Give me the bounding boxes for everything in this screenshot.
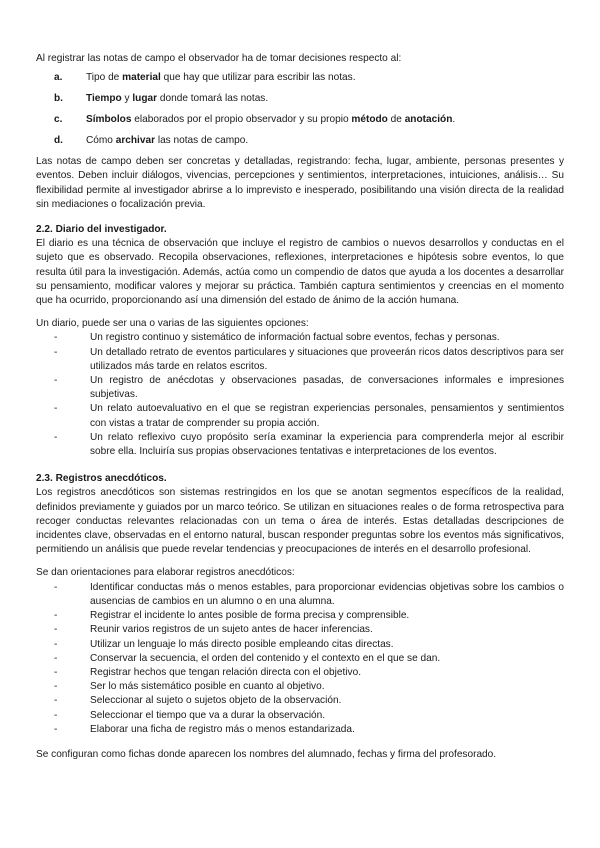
notes-paragraph: Las notas de campo deben ser concretas y detalladas, registrando: fecha, lugar, ambiente, personas presentes y eventos. Deben incluir diálogos, vivencias, percepciones y sentimientos, interpretaciones, intuiciones, análisis… Su flexibilidad permite al investigador abrirse a lo imprevisto e inesperado, posibilitando una visión directa de la realidad sin mediaciones o focalización previa. (36, 156, 564, 210)
guidelines-list (36, 581, 564, 737)
bold-term: material (122, 72, 161, 84)
text-run: las notas de campo. (155, 135, 249, 147)
bold-term: anotación (404, 114, 453, 126)
dash-bullet: - (54, 652, 58, 664)
list-item-text: Un relato reflexivo cuyo propósito sería examinar la experiencia para comprenderla mejor al escribir sobre ella. Incluiría sus propias observaciones tentativas e interpretaciones de los eventos. (90, 431, 564, 458)
list-item (36, 431, 564, 459)
text-run: . (452, 114, 456, 126)
dash-bullet: - (54, 709, 58, 721)
list-item (36, 694, 564, 708)
intro-text: Al registrar las notas de campo el observador ha de tomar decisiones respecto al: (36, 53, 402, 64)
dash-bullet: - (54, 346, 58, 358)
text-run: Tipo de (86, 72, 123, 84)
dash-bullet: - (54, 581, 58, 593)
dash-bullet: - (54, 723, 58, 735)
closing-text: Se configuran como fichas donde aparecen los nombres del alumnado, fechas y firma del profesorado. (36, 748, 497, 760)
dash-bullet: - (54, 610, 58, 622)
text-run: donde tomará las notas. (157, 93, 269, 105)
list-item-text: Un relato autoevaluativo en el que se registran experiencias personales, pensamientos y sentimientos con vistas a tratar de comprender su propia acción. (90, 403, 564, 429)
dash-bullet: - (54, 681, 58, 693)
list-item-text: Un registro de anécdotas y observaciones pasadas, de conversaciones informales e impresiones subjetivas. (90, 375, 564, 401)
list-item (36, 609, 564, 623)
list-item (36, 666, 564, 680)
text-run: elaborados por el propio observador y su propio (131, 114, 352, 126)
dash-bullet: - (54, 695, 58, 707)
text-run: de (387, 114, 405, 126)
list-item (36, 402, 564, 430)
dash-bullet: - (54, 624, 58, 636)
bold-term: Símbolos (86, 114, 132, 126)
list-item (36, 331, 564, 345)
list-item (36, 374, 564, 402)
list-item-text: Elaborar una ficha de registro más o menos estandarizada. (90, 723, 355, 735)
list-item-text: Seleccionar al sujeto o sujetos objeto de la observación. (90, 695, 342, 707)
section-heading-diary: 2.2. Diario del investigador. (36, 224, 167, 236)
list-item-text: Ser lo más sistemático posible en cuanto al objetivo. (90, 681, 325, 693)
decision-list (36, 71, 564, 148)
list-item-text: Un registro continuo y sistemático de información factual sobre eventos, fechas y personas. (90, 332, 500, 344)
decision-label: c. (54, 114, 63, 126)
list-item (36, 680, 564, 694)
list-item-text: Utilizar un lenguaje lo más directo posible empleando citas directas. (90, 638, 394, 650)
list-item-text: Registrar el incidente lo antes posible de forma precisa y comprensible. (90, 610, 410, 622)
section-heading-anecdotal: 2.3. Registros anecdóticos. (36, 473, 167, 485)
list-item-text: Reunir varios registros de un sujeto antes de hacer inferencias. (90, 624, 373, 636)
list-item (36, 581, 564, 609)
bold-term: lugar (132, 93, 158, 105)
decision-item (36, 92, 564, 106)
list-item (36, 623, 564, 637)
decision-label: d. (54, 135, 63, 147)
dash-bullet: - (54, 666, 58, 678)
list-item-text: Registrar hechos que tengan relación directa con el objetivo. (90, 666, 362, 678)
decision-item (36, 113, 564, 127)
bold-term: archivar (115, 135, 156, 147)
diary-paragraph: El diario es una técnica de observación que incluye el registro de cambios o nuevos desarrollos y conductas en el sujeto que es observado. Recopila observaciones, reflexiones, interpretaciones e hipótesis sobre eventos, lo que resulta útil para la investigación. Además, actúa como un compendio de datos que ayuda a los docentes a desarrollar su pensamiento, modificar valores y mejorar su práctica. También captura sentimientos y creencias en el momento que ha ocurrido, proporcionando así una dimensión del estado de ánimo de la acción humana. (36, 238, 564, 307)
decision-label: b. (54, 93, 63, 105)
list-item (36, 346, 564, 374)
anecdotal-paragraph: Los registros anecdóticos son sistemas restringidos en los que se anotan segmentos específicos de la realidad, definidos previamente y guiados por un marco teórico. Se utilizan en situaciones reales o de forma retrospectiva para recoger conductas relevantes relacionadas con un tema o área de interés. Estas detalladas descripciones de incidentes clave, observadas en el entorno natural, buscan responder preguntas sobre los eventos más significativos, permitiendo un análisis que puede revelar tendencias y preocupaciones de interés en el desarrollo profesional. (36, 487, 564, 556)
list-item (36, 709, 564, 723)
list-item (36, 723, 564, 737)
decision-item (36, 134, 564, 148)
list-item (36, 638, 564, 652)
dash-bullet: - (54, 638, 58, 650)
dash-bullet: - (54, 332, 58, 344)
list-item (36, 652, 564, 666)
text-run: Cómo (86, 135, 116, 147)
bold-term: método (351, 114, 388, 126)
list-item-text: Conservar la secuencia, el orden del contenido y el contexto en el que se dan. (90, 652, 441, 664)
dash-bullet: - (54, 431, 58, 443)
dash-bullet: - (54, 403, 58, 415)
decision-label: a. (54, 72, 63, 84)
text-run: que hay que utilizar para escribir las notas. (160, 72, 356, 84)
bold-term: Tiempo (86, 93, 122, 105)
diary-options-intro: Un diario, puede ser una o varias de las siguientes opciones: (36, 318, 309, 330)
dash-bullet: - (54, 375, 58, 387)
list-item-text: Identificar conductas más o menos estables, para proporcionar evidencias objetivas sobre los cambios o ausencias de cambios en un alumno o en una alumna. (90, 581, 564, 607)
guidelines-intro: Se dan orientaciones para elaborar registros anecdóticos: (36, 567, 295, 579)
diary-options-list (36, 331, 564, 459)
list-item-text: Seleccionar el tiempo que va a durar la observación. (90, 709, 326, 721)
list-item-text: Un detallado retrato de eventos particulares y situaciones que proveerán ricos datos descriptivos para ser utilizados más tarde en relatos escritos. (90, 346, 564, 372)
text-run: y (121, 93, 133, 105)
decision-item (36, 71, 564, 85)
